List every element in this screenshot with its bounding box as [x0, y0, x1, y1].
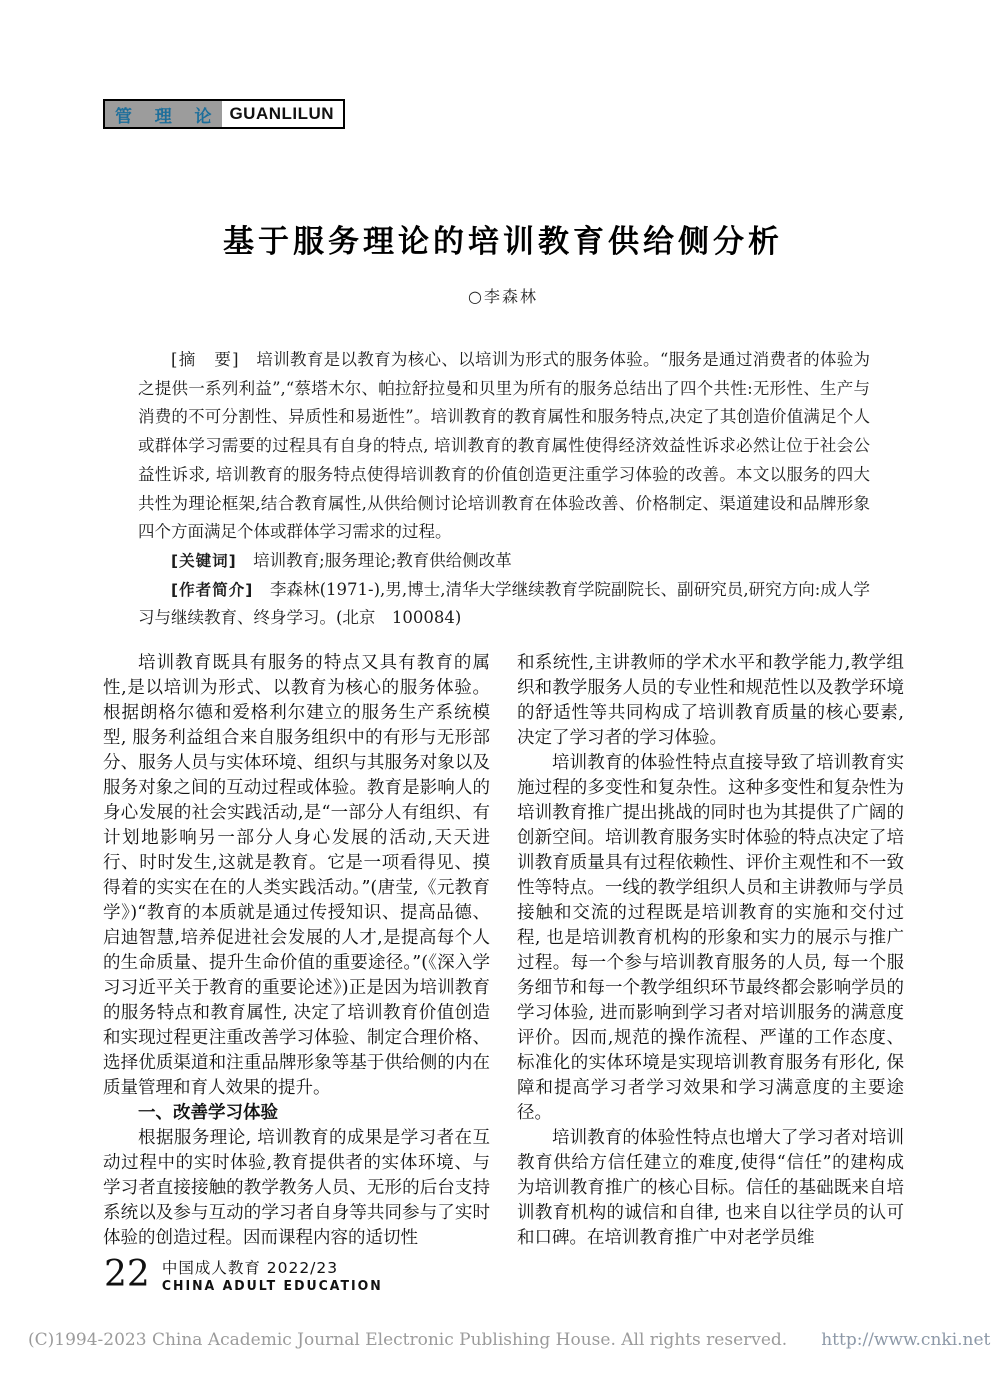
section-badge-cn-label: 管 理 论	[105, 101, 222, 127]
section-heading-1: 一、改善学习体验	[138, 1103, 278, 1123]
author-bio-label: [作者简介]	[171, 580, 254, 599]
section-badge-en-label: GUANLILUN	[222, 101, 343, 127]
copyright-line	[28, 1330, 991, 1350]
body-paragraph-continuation: 和系统性,主讲教师的学术水平和教学能力,教学组织和教学服务人员的专业性和规范性以及教学环境的舒适性等共同构成了培训教育质量的核心要素,决定了学习者的学习体验。	[517, 653, 904, 748]
body-paragraph: 根据服务理论, 培训教育的成果是学习者在互动过程中的实时体验,教育提供者的实体环境、与学习者直接接触的教学教务人员、无形的后台支持系统以及参与互动的学习者自身等共同参与了实时体验的创造过程。因而课程内容的适切性	[103, 1128, 490, 1248]
body-paragraph: 培训教育的体验性特点直接导致了培训教育实施过程的多变性和复杂性。这种多变性和复杂性为培训教育推广提出挑战的同时也为其提供了广阔的创新空间。培训教育服务实时体验的特点决定了培训教育质量具有过程依赖性、评价主观性和不一致性等特点。一线的教学组织人员和主讲教师与学员接触和交流的过程既是培训教育的实施和交付过程, 也是培训教育机构的形象和实力的展示与推广过程。每一个参与培训教育服务的人员, 每一个服务细节和每一个教学组织环节最终都会影响学员的学习体验, 进而影响到学习者对培训服务的满意度评价。因而,规范的操作流程、严谨的工作态度、标准化的实体环境是实现培训教育服务有形化, 保障和提高学习者学习效果和学习满意度的主要途径。	[517, 753, 904, 1123]
cnki-url: http://www.cnki.net	[821, 1330, 991, 1350]
journal-identity	[162, 1256, 383, 1293]
body-paragraph: 培训教育的体验性特点也增大了学习者对培训教育供给方信任建立的难度,使得“信任”的建构成为培训教育推广的核心目标。信任的基础既来自培训教育机构的诚信和自律, 也来自以往学员的认可和口碑。在培训教育推广中对老学员维	[517, 1128, 904, 1248]
left-column	[103, 651, 490, 1251]
journal-name-cn: 中国成人教育 2022/23	[161, 1259, 339, 1277]
body-paragraph: 培训教育既具有服务的特点又具有教育的属性,是以培训为形式、以教育为核心的服务体验。根据朗格尔德和爱格利尔建立的服务生产系统模型, 服务利益组合来自服务组织中的有形与无形部分、服务人员与实体环境、组织与其服务对象以及服务对象之间的互动过程或体验。教育是影响人的身心发展的社会实践活动,是“一部分人有组织、有计划地影响另一部分人身心发展的活动,天天进行、时时发生,这就是教育。它是一项看得见、摸得着的实实在在的人类实践活动。”(唐莹,《元教育学》)“教育的本质就是通过传授知识、提高品德、启迪智慧,培养促进社会发展的人才,是提高每个人的生命质量、提升生命价值的重要途径。”(《深入学习习近平关于教育的重要论述》)正是因为培训教育的服务特点和教育属性, 决定了培训教育价值创造和实现过程更注重改善学习体验、制定合理价格、选择优质渠道和注重品牌形象等基于供给侧的内在质量管理和育人效果的提升。	[103, 653, 490, 1098]
author-bio-paragraph	[138, 576, 870, 633]
right-column	[517, 651, 904, 1251]
article-title: 基于服务理论的培训教育供给侧分析	[223, 224, 783, 260]
abstract-paragraph	[138, 346, 870, 547]
body-columns	[103, 651, 904, 1251]
front-matter	[138, 346, 870, 633]
copyright-text: (C)1994-2023 China Academic Journal Electronic Publishing House. All rights reserved.	[28, 1330, 788, 1350]
page-number: 22	[104, 1253, 150, 1295]
keywords-label: [关键词]	[171, 551, 237, 570]
journal-name-en: CHINA ADULT EDUCATION	[161, 1277, 383, 1294]
keywords-paragraph	[138, 547, 870, 576]
abstract-label: [摘 要]	[171, 350, 240, 369]
author-bio-text: 李森林(1971-),男,博士,清华大学继续教育学院副院长、副研究员,研究方向:成人学习与继续教育、终身学习。(北京 100084)	[138, 579, 871, 628]
article-author: ○李森林	[468, 287, 538, 306]
page-footer	[104, 1253, 383, 1295]
keywords-text: 培训教育;服务理论;教育供给侧改革	[253, 550, 512, 570]
section-badge	[103, 99, 345, 129]
abstract-text: 培训教育是以教育为核心、以培训为形式的服务体验。“服务是通过消费者的体验为之提供一系列利益”,“蔡塔木尔、帕拉舒拉曼和贝里为所有的服务总结出了四个共性:无形性、生产与消费的不可分割性、异质性和易逝性”。培训教育的教育属性和服务特点,决定了其创造价值满足个人或群体学习需要的过程具有自身的特点, 培训教育的教育属性使得经济效益性诉求必然让位于社会公益性诉求, 培训教育的服务特点使得培训教育的价值创造更注重学习体验的改善。本文以服务的四大共性为理论框架,结合教育属性,从供给侧讨论培训教育在体验改善、价格制定、渠道建设和品牌形象四个方面满足个体或群体学习需求的过程。	[138, 350, 871, 542]
